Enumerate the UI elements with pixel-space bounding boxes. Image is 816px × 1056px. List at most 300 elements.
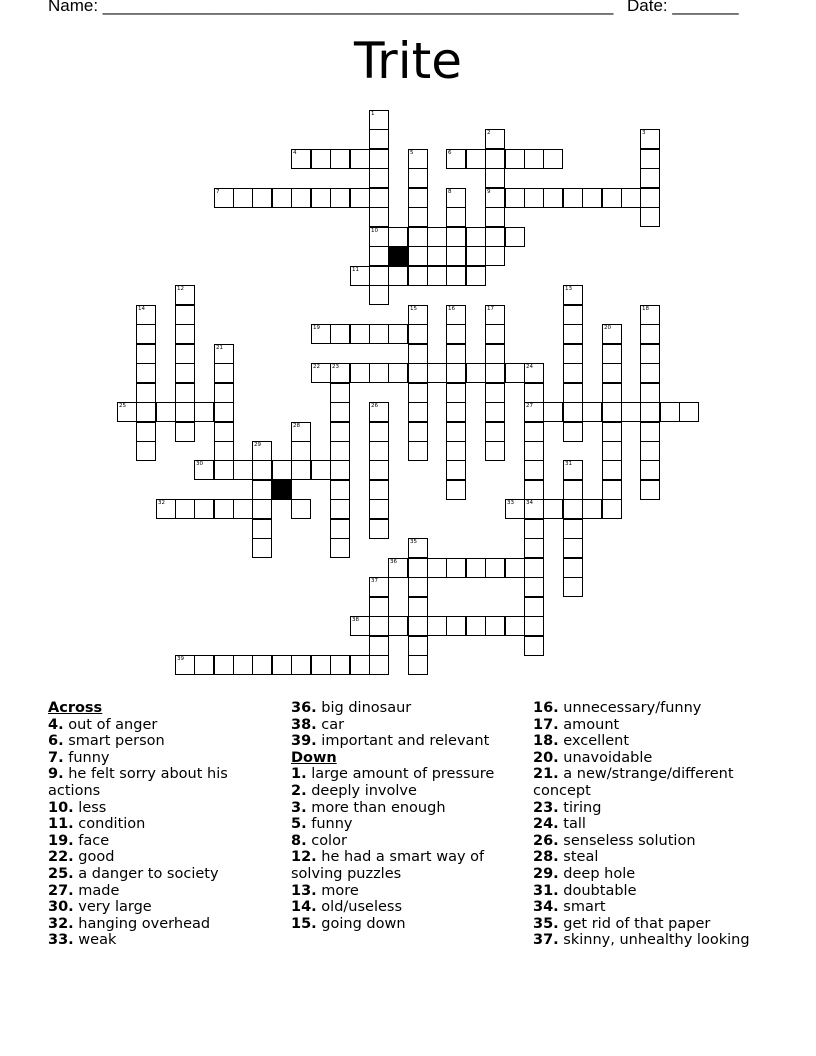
crossword-cell[interactable] xyxy=(408,636,428,656)
crossword-cell[interactable] xyxy=(582,499,602,519)
crossword-cell[interactable] xyxy=(408,168,428,188)
crossword-cell[interactable] xyxy=(175,305,195,325)
crossword-cell[interactable] xyxy=(408,246,428,266)
crossword-cell[interactable] xyxy=(214,655,234,675)
crossword-cell[interactable] xyxy=(330,441,350,461)
crossword-cell[interactable] xyxy=(369,499,389,519)
crossword-cell[interactable] xyxy=(136,324,156,344)
crossword-cell[interactable] xyxy=(175,324,195,344)
crossword-cell[interactable] xyxy=(252,480,272,500)
crossword-cell[interactable] xyxy=(505,149,525,169)
crossword-cell[interactable] xyxy=(330,149,350,169)
clue-item xyxy=(533,916,758,933)
crossword-cell[interactable] xyxy=(485,363,505,383)
crossword-cell[interactable] xyxy=(214,188,234,208)
crossword-cell[interactable] xyxy=(543,149,563,169)
clue-text: get rid of that paper xyxy=(563,915,711,932)
crossword-cell[interactable] xyxy=(427,363,447,383)
crossword-cell[interactable] xyxy=(466,266,486,286)
crossword-cell[interactable] xyxy=(602,344,622,364)
crossword-cell[interactable] xyxy=(175,655,195,675)
crossword-cell[interactable] xyxy=(640,383,660,403)
crossword-cell[interactable] xyxy=(602,441,622,461)
crossword-cell[interactable] xyxy=(311,655,331,675)
crossword-cell[interactable] xyxy=(446,266,466,286)
name-field-label[interactable]: Name: ______________________________________________________ xyxy=(48,0,614,15)
crossword-cell[interactable] xyxy=(524,519,544,539)
clue-number: 31. xyxy=(533,882,559,899)
crossword-cell[interactable] xyxy=(369,266,389,286)
crossword-cell[interactable] xyxy=(175,363,195,383)
crossword-cell[interactable] xyxy=(660,402,680,422)
crossword-cell[interactable] xyxy=(446,383,466,403)
crossword-cell[interactable] xyxy=(602,324,622,344)
crossword-cell[interactable] xyxy=(524,363,544,383)
crossword-cell[interactable] xyxy=(485,227,505,247)
clue-item xyxy=(533,866,758,883)
crossword-cell[interactable] xyxy=(252,655,272,675)
crossword-cell[interactable] xyxy=(485,383,505,403)
crossword-cell[interactable] xyxy=(330,422,350,442)
crossword-cell[interactable] xyxy=(214,422,234,442)
crossword-cell[interactable] xyxy=(369,207,389,227)
crossword-cell[interactable] xyxy=(369,149,389,169)
crossword-cell[interactable] xyxy=(543,499,563,519)
crossword-cell[interactable] xyxy=(369,188,389,208)
crossword-cell[interactable] xyxy=(640,402,660,422)
crossword-cell[interactable] xyxy=(369,597,389,617)
crossword-cell[interactable] xyxy=(524,402,544,422)
crossword-cell[interactable] xyxy=(621,402,641,422)
crossword-cell[interactable] xyxy=(330,188,350,208)
crossword-cell[interactable] xyxy=(136,363,156,383)
crossword-cell[interactable] xyxy=(524,597,544,617)
crossword-cell[interactable] xyxy=(524,188,544,208)
crossword-cell[interactable] xyxy=(446,188,466,208)
crossword-cell[interactable] xyxy=(485,402,505,422)
crossword-cell[interactable] xyxy=(563,402,583,422)
crossword-cell[interactable] xyxy=(446,558,466,578)
crossword-cell[interactable] xyxy=(408,655,428,675)
crossword-cell[interactable] xyxy=(602,499,622,519)
crossword-cell[interactable] xyxy=(485,558,505,578)
crossword-cell[interactable] xyxy=(388,324,408,344)
crossword-cell[interactable] xyxy=(563,558,583,578)
clue-number: 39. xyxy=(291,733,317,750)
crossword-cell[interactable] xyxy=(408,227,428,247)
crossword-cell[interactable] xyxy=(485,149,505,169)
crossword-cell[interactable] xyxy=(369,402,389,422)
crossword-cell[interactable] xyxy=(602,402,622,422)
crossword-cell[interactable] xyxy=(175,499,195,519)
crossword-cell[interactable] xyxy=(640,188,660,208)
crossword-cell[interactable] xyxy=(330,480,350,500)
crossword-cell[interactable] xyxy=(194,460,214,480)
crossword-cell[interactable] xyxy=(446,616,466,636)
crossword-cell[interactable] xyxy=(369,168,389,188)
crossword-cell[interactable] xyxy=(408,266,428,286)
crossword-cell[interactable] xyxy=(214,344,234,364)
crossword-cell[interactable] xyxy=(485,441,505,461)
crossword-cell[interactable] xyxy=(350,324,370,344)
crossword-cell[interactable] xyxy=(485,168,505,188)
crossword-cell[interactable] xyxy=(291,188,311,208)
crossword-cell[interactable] xyxy=(214,441,234,461)
crossword-cell[interactable] xyxy=(408,188,428,208)
clue-number: 32 xyxy=(158,500,165,506)
crossword-cell[interactable] xyxy=(175,344,195,364)
crossword-cell[interactable] xyxy=(156,402,176,422)
crossword-cell[interactable] xyxy=(214,363,234,383)
crossword-cell[interactable] xyxy=(388,266,408,286)
clues-column-2 xyxy=(291,700,516,932)
crossword-cell[interactable] xyxy=(291,499,311,519)
crossword-cell[interactable] xyxy=(640,441,660,461)
crossword-cell[interactable] xyxy=(505,499,525,519)
crossword-cell[interactable] xyxy=(563,324,583,344)
crossword-cell[interactable] xyxy=(330,655,350,675)
clue-text: less xyxy=(78,799,107,816)
crossword-cell[interactable] xyxy=(427,558,447,578)
crossword-cell[interactable] xyxy=(485,305,505,325)
clue-number: 13. xyxy=(291,882,317,899)
crossword-cell[interactable] xyxy=(369,285,389,305)
crossword-cell[interactable] xyxy=(369,422,389,442)
crossword-cell[interactable] xyxy=(175,285,195,305)
crossword-cell[interactable] xyxy=(640,207,660,227)
crossword-cell[interactable] xyxy=(563,344,583,364)
crossword-cell[interactable] xyxy=(252,499,272,519)
crossword-cell[interactable] xyxy=(194,402,214,422)
crossword-cell[interactable] xyxy=(524,558,544,578)
crossword-cell[interactable] xyxy=(563,460,583,480)
crossword-cell[interactable] xyxy=(543,402,563,422)
crossword-cell[interactable] xyxy=(582,188,602,208)
crossword-cell[interactable] xyxy=(233,188,253,208)
crossword-cell[interactable] xyxy=(350,616,370,636)
crossword-cell[interactable] xyxy=(602,422,622,442)
crossword-cell[interactable] xyxy=(466,558,486,578)
crossword-cell[interactable] xyxy=(311,363,331,383)
crossword-cell[interactable] xyxy=(291,460,311,480)
crossword-cell[interactable] xyxy=(640,149,660,169)
crossword-cell[interactable] xyxy=(446,305,466,325)
crossword-cell[interactable] xyxy=(466,363,486,383)
date-field-label[interactable]: Date: _______ xyxy=(627,0,739,15)
crossword-cell[interactable] xyxy=(446,149,466,169)
crossword-cell[interactable] xyxy=(427,266,447,286)
crossword-cell[interactable] xyxy=(563,285,583,305)
crossword-cell[interactable] xyxy=(485,422,505,442)
crossword-cell[interactable] xyxy=(136,441,156,461)
clue-number: 15. xyxy=(291,915,317,932)
crossword-cell[interactable] xyxy=(233,655,253,675)
crossword-cell[interactable] xyxy=(311,324,331,344)
crossword-cell[interactable] xyxy=(350,655,370,675)
crossword-cell[interactable] xyxy=(408,422,428,442)
clue-text: condition xyxy=(78,816,146,833)
crossword-cell[interactable] xyxy=(272,655,292,675)
crossword-cell[interactable] xyxy=(524,636,544,656)
crossword-cell[interactable] xyxy=(446,460,466,480)
crossword-cell[interactable] xyxy=(408,558,428,578)
crossword-cell[interactable] xyxy=(369,655,389,675)
crossword-cell[interactable] xyxy=(563,519,583,539)
crossword-cell[interactable] xyxy=(446,363,466,383)
crossword-cell[interactable] xyxy=(485,324,505,344)
crossword-cell[interactable] xyxy=(214,460,234,480)
crossword-cell[interactable] xyxy=(175,383,195,403)
crossword-cell[interactable] xyxy=(408,383,428,403)
crossword-cell[interactable] xyxy=(350,266,370,286)
clue-number: 26. xyxy=(533,832,559,849)
crossword-cell[interactable] xyxy=(272,188,292,208)
crossword-cell[interactable] xyxy=(330,538,350,558)
clue-text: unnecessary/funny xyxy=(563,700,702,716)
clue-number: 30. xyxy=(48,899,74,916)
crossword-cell[interactable] xyxy=(311,149,331,169)
crossword-cell[interactable] xyxy=(350,363,370,383)
crossword-cell[interactable] xyxy=(408,324,428,344)
crossword-cell[interactable] xyxy=(369,246,389,266)
clue-text: excellent xyxy=(563,733,630,750)
crossword-cell[interactable] xyxy=(563,499,583,519)
crossword-cell[interactable] xyxy=(485,616,505,636)
crossword-cell[interactable] xyxy=(194,655,214,675)
clue-text: skinny, unhealthy looking xyxy=(563,932,750,949)
clue-item xyxy=(533,932,758,949)
crossword-cell[interactable] xyxy=(408,441,428,461)
crossword-cell[interactable] xyxy=(640,344,660,364)
crossword-cell[interactable] xyxy=(524,149,544,169)
clue-item xyxy=(291,883,516,900)
crossword-cell[interactable] xyxy=(563,188,583,208)
crossword-cell[interactable] xyxy=(427,246,447,266)
crossword-cell[interactable] xyxy=(369,460,389,480)
crossword-cell[interactable] xyxy=(505,616,525,636)
crossword-cell[interactable] xyxy=(524,460,544,480)
crossword-cell[interactable] xyxy=(466,246,486,266)
crossword-cell[interactable] xyxy=(214,402,234,422)
crossword-cell[interactable] xyxy=(621,188,641,208)
crossword-cell[interactable] xyxy=(369,324,389,344)
crossword-cell[interactable] xyxy=(640,168,660,188)
crossword-cell[interactable] xyxy=(446,324,466,344)
crossword-cell[interactable] xyxy=(524,538,544,558)
crossword-cell[interactable] xyxy=(330,324,350,344)
crossword-cell[interactable] xyxy=(446,480,466,500)
crossword-cell[interactable] xyxy=(156,499,176,519)
crossword-cell[interactable] xyxy=(388,227,408,247)
crossword-cell[interactable] xyxy=(291,149,311,169)
crossword-cell[interactable] xyxy=(252,460,272,480)
clue-number: 27 xyxy=(526,403,533,409)
crossword-cell[interactable] xyxy=(330,499,350,519)
clue-text: important and relevant xyxy=(321,733,490,750)
crossword-cell[interactable] xyxy=(291,655,311,675)
crossword-cell[interactable] xyxy=(252,519,272,539)
crossword-cell[interactable] xyxy=(543,188,563,208)
crossword-cell[interactable] xyxy=(408,616,428,636)
clue-text: tiring xyxy=(563,799,602,816)
clue-number: 3. xyxy=(291,799,307,816)
crossword-cell[interactable] xyxy=(446,402,466,422)
crossword-cell[interactable] xyxy=(369,441,389,461)
crossword-cell[interactable] xyxy=(175,402,195,422)
crossword-cell[interactable] xyxy=(524,480,544,500)
crossword-cell[interactable] xyxy=(602,480,622,500)
crossword-cell[interactable] xyxy=(291,422,311,442)
crossword-cell[interactable] xyxy=(408,402,428,422)
crossword-cell[interactable] xyxy=(466,616,486,636)
crossword-cell[interactable] xyxy=(563,480,583,500)
crossword-cell[interactable] xyxy=(505,558,525,578)
across-heading: Across xyxy=(48,700,103,716)
crossword-cell[interactable] xyxy=(679,402,699,422)
crossword-cell[interactable] xyxy=(640,363,660,383)
crossword-cell[interactable] xyxy=(136,422,156,442)
crossword-cell[interactable] xyxy=(388,558,408,578)
crossword-cell[interactable] xyxy=(505,227,525,247)
crossword-cell[interactable] xyxy=(505,188,525,208)
crossword-cell[interactable] xyxy=(214,383,234,403)
crossword-cell[interactable] xyxy=(350,188,370,208)
crossword-cell[interactable] xyxy=(117,402,137,422)
crossword-cell[interactable] xyxy=(524,577,544,597)
crossword-cell[interactable] xyxy=(214,499,234,519)
crossword-cell[interactable] xyxy=(350,149,370,169)
crossword-cell[interactable] xyxy=(369,636,389,656)
clue-number: 11 xyxy=(352,267,359,273)
crossword-cell[interactable] xyxy=(602,188,622,208)
crossword-cell[interactable] xyxy=(524,422,544,442)
clue-number: 16. xyxy=(533,700,559,716)
crossword-cell[interactable] xyxy=(485,207,505,227)
crossword-cell[interactable] xyxy=(446,422,466,442)
clue-item xyxy=(533,733,758,750)
crossword-cell[interactable] xyxy=(408,538,428,558)
crossword-cell[interactable] xyxy=(563,577,583,597)
crossword-cell[interactable] xyxy=(194,499,214,519)
crossword-cell[interactable] xyxy=(640,324,660,344)
crossword-cell[interactable] xyxy=(330,383,350,403)
crossword-cell[interactable] xyxy=(602,363,622,383)
clue-item xyxy=(533,816,758,833)
crossword-cell[interactable] xyxy=(136,383,156,403)
crossword-cell[interactable] xyxy=(466,149,486,169)
crossword-cell[interactable] xyxy=(252,538,272,558)
crossword-cell[interactable] xyxy=(485,188,505,208)
clue-number: 7 xyxy=(216,189,220,195)
crossword-cell[interactable] xyxy=(330,460,350,480)
crossword-cell[interactable] xyxy=(330,402,350,422)
crossword-cell[interactable] xyxy=(524,499,544,519)
crossword-cell[interactable] xyxy=(446,246,466,266)
clue-number: 20. xyxy=(533,749,559,766)
crossword-cell[interactable] xyxy=(524,383,544,403)
crossword-cell[interactable] xyxy=(233,460,253,480)
crossword-cell[interactable] xyxy=(369,227,389,247)
crossword-cell[interactable] xyxy=(446,441,466,461)
crossword-cell[interactable] xyxy=(408,207,428,227)
crossword-cell[interactable] xyxy=(602,460,622,480)
crossword-cell[interactable] xyxy=(388,363,408,383)
crossword-cell[interactable] xyxy=(563,363,583,383)
crossword-cell[interactable] xyxy=(233,499,253,519)
clue-text: old/useless xyxy=(321,899,403,916)
crossword-cell[interactable] xyxy=(408,577,428,597)
crossword-cell[interactable] xyxy=(563,422,583,442)
crossword-cell[interactable] xyxy=(563,383,583,403)
crossword-cell[interactable] xyxy=(330,363,350,383)
crossword-cell[interactable] xyxy=(466,227,486,247)
crossword-cell[interactable] xyxy=(640,129,660,149)
crossword-cell[interactable] xyxy=(446,227,466,247)
crossword-cell[interactable] xyxy=(369,363,389,383)
crossword-cell[interactable] xyxy=(311,460,331,480)
crossword-cell[interactable] xyxy=(427,616,447,636)
crossword-cell[interactable] xyxy=(563,538,583,558)
crossword-cell[interactable] xyxy=(136,402,156,422)
clue-text: senseless solution xyxy=(563,832,696,849)
crossword-cell[interactable] xyxy=(369,616,389,636)
crossword-cell[interactable] xyxy=(524,441,544,461)
clue-item xyxy=(291,700,516,717)
crossword-cell[interactable] xyxy=(369,577,389,597)
crossword-cell[interactable] xyxy=(563,305,583,325)
crossword-cell[interactable] xyxy=(446,344,466,364)
crossword-cell[interactable] xyxy=(408,305,428,325)
crossword-cell[interactable] xyxy=(252,441,272,461)
crossword-cell[interactable] xyxy=(505,363,525,383)
clue-text: very large xyxy=(78,899,152,916)
crossword-cell[interactable] xyxy=(272,460,292,480)
crossword-cell[interactable] xyxy=(252,188,272,208)
crossword-cell[interactable] xyxy=(640,305,660,325)
crossword-cell[interactable] xyxy=(408,363,428,383)
crossword-cell[interactable] xyxy=(369,480,389,500)
crossword-cell[interactable] xyxy=(369,519,389,539)
crossword-cell[interactable] xyxy=(175,422,195,442)
crossword-cell[interactable] xyxy=(136,305,156,325)
crossword-cell[interactable] xyxy=(485,246,505,266)
clue-item xyxy=(291,916,516,933)
clue-item xyxy=(291,849,516,882)
crossword-cell[interactable] xyxy=(446,207,466,227)
crossword-cell[interactable] xyxy=(640,422,660,442)
clue-number: 14 xyxy=(138,306,145,312)
crossword-cell[interactable] xyxy=(582,402,602,422)
crossword-cell[interactable] xyxy=(408,597,428,617)
crossword-cell[interactable] xyxy=(485,129,505,149)
crossword-cell[interactable] xyxy=(640,460,660,480)
crossword-cell[interactable] xyxy=(311,188,331,208)
crossword-cell[interactable] xyxy=(388,616,408,636)
crossword-cell[interactable] xyxy=(408,149,428,169)
crossword-cell[interactable] xyxy=(640,480,660,500)
crossword-cell[interactable] xyxy=(369,129,389,149)
clue-number: 18 xyxy=(642,306,649,312)
crossword-cell[interactable] xyxy=(427,227,447,247)
crossword-cell[interactable] xyxy=(485,344,505,364)
crossword-cell[interactable] xyxy=(602,383,622,403)
crossword-cell[interactable] xyxy=(524,616,544,636)
crossword-cell[interactable] xyxy=(291,441,311,461)
crossword-cell[interactable] xyxy=(369,110,389,130)
crossword-cell[interactable] xyxy=(408,344,428,364)
crossword-cell[interactable] xyxy=(136,344,156,364)
crossword-cell[interactable] xyxy=(330,519,350,539)
